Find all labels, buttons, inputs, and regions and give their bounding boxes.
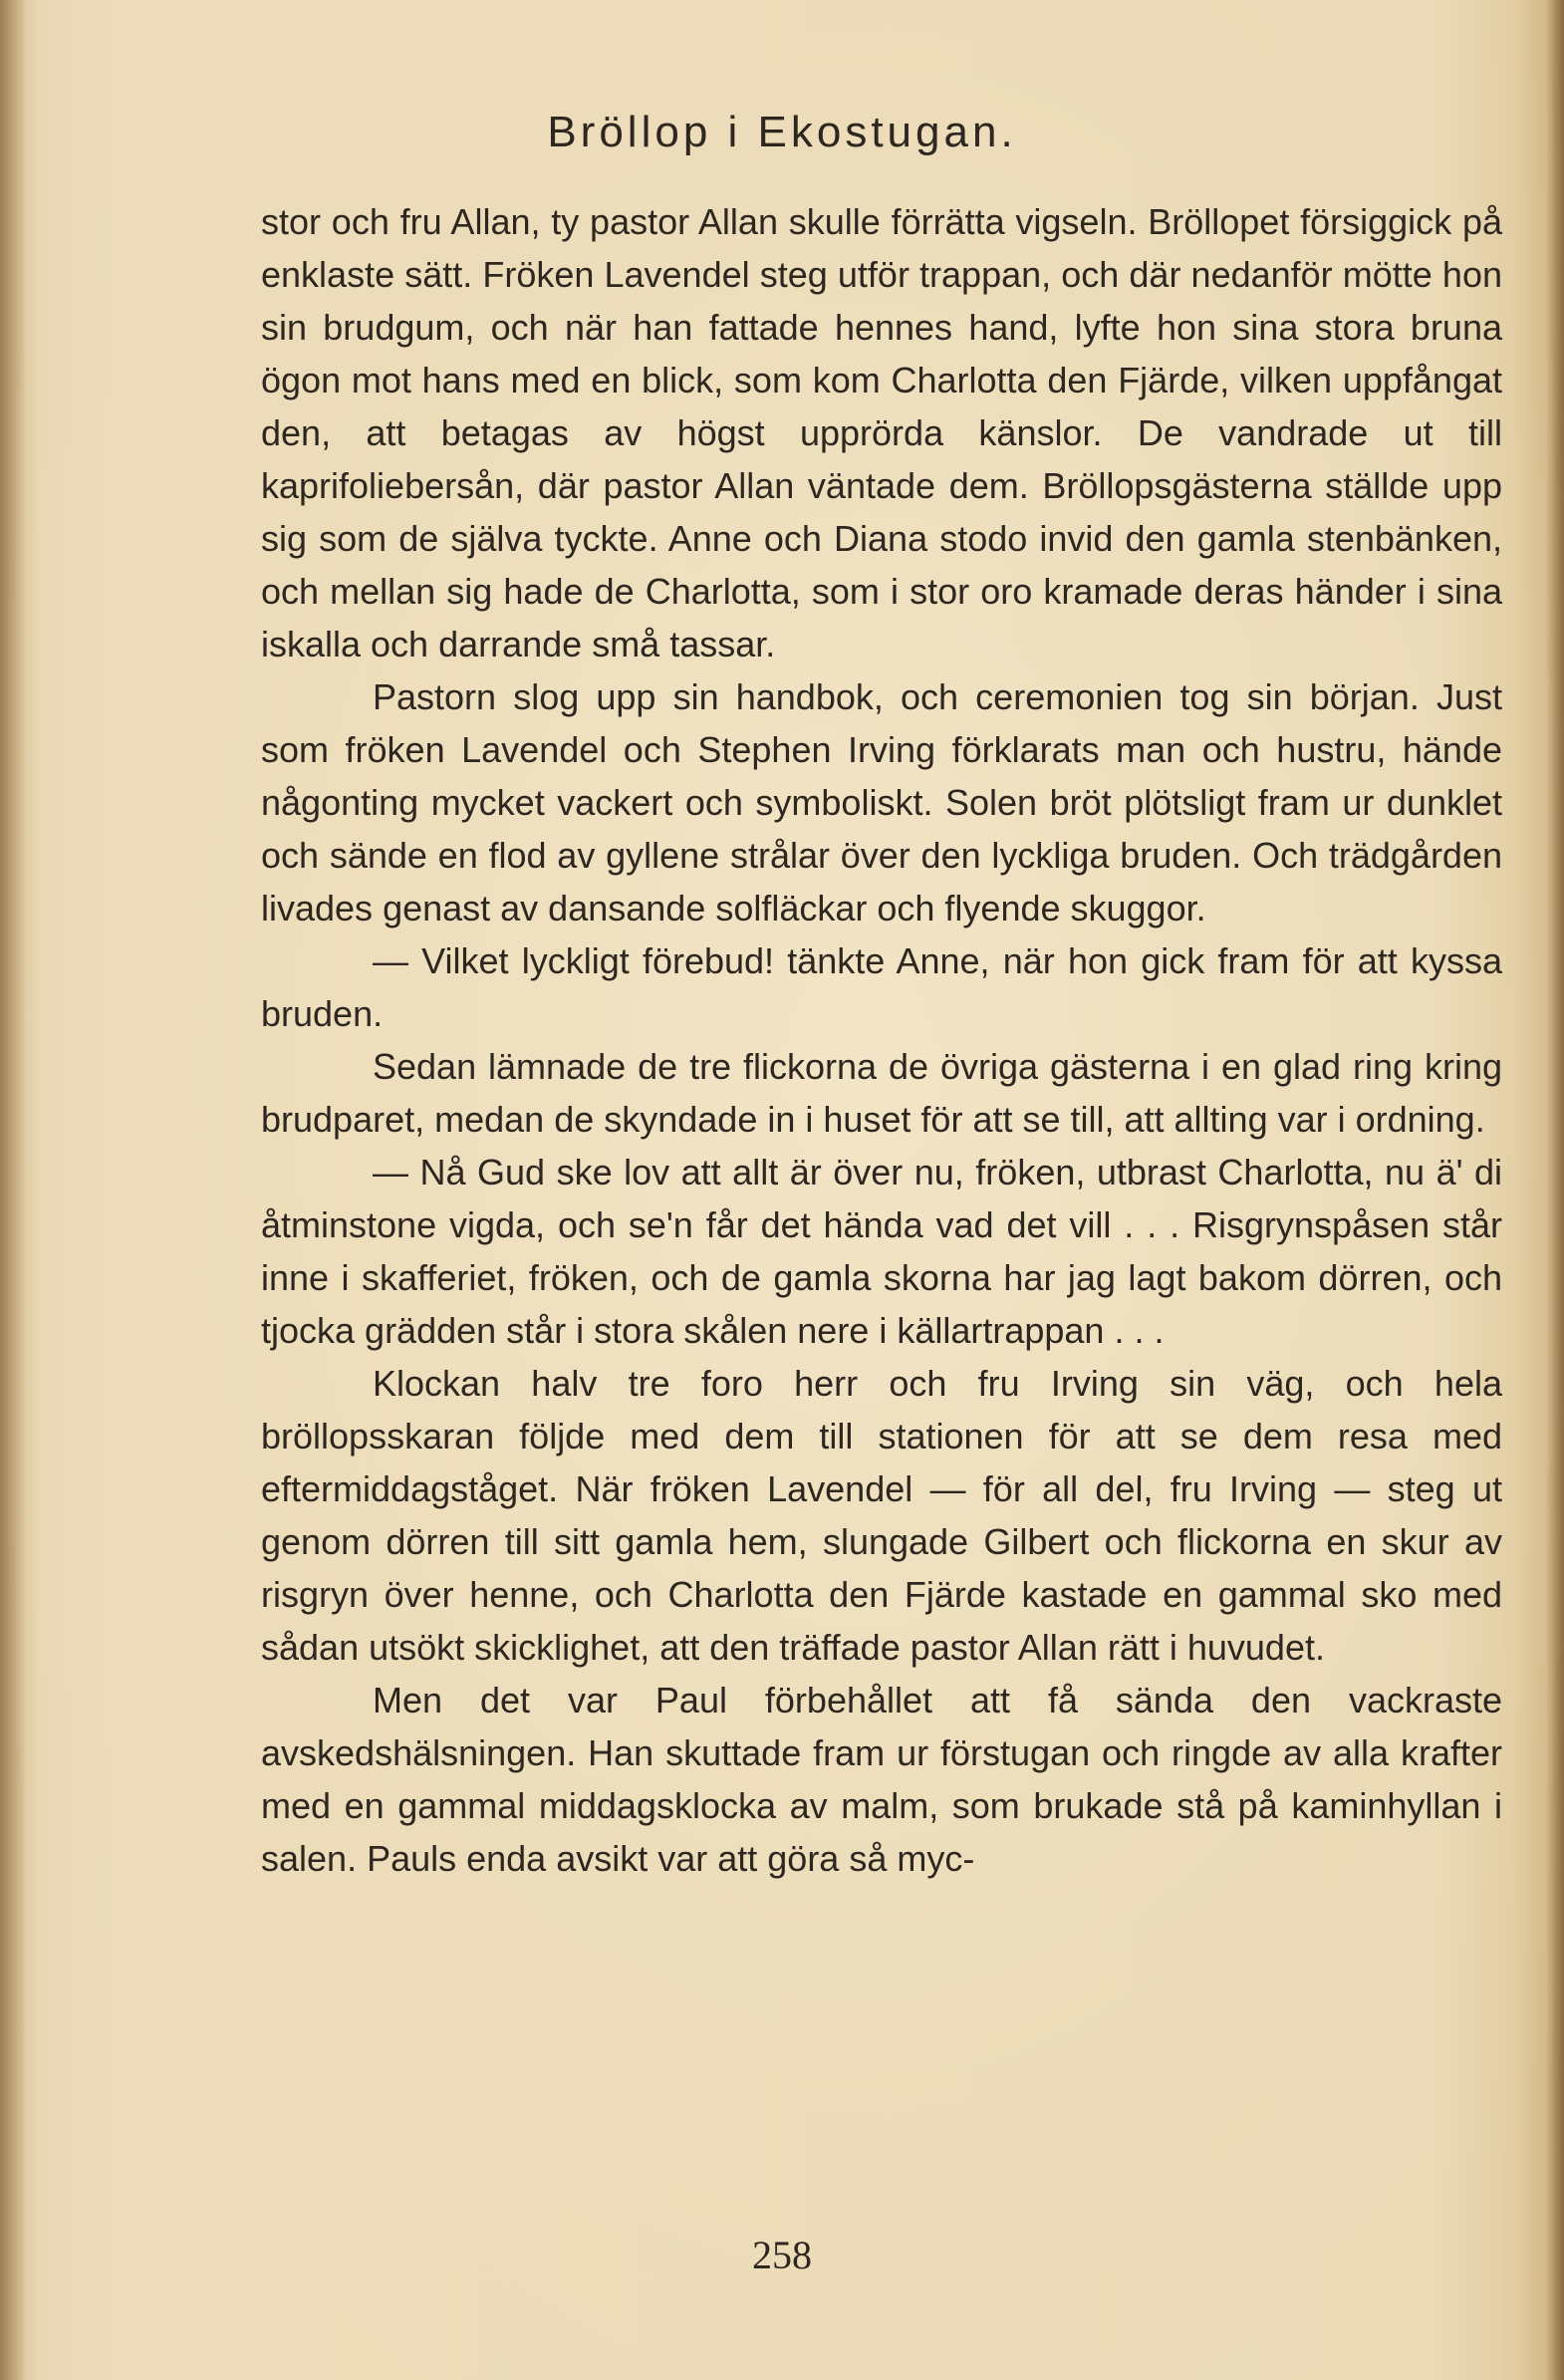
paragraph: stor och fru Allan, ty pastor Allan skulle förrätta vigseln. Bröllopet försiggick på enklaste sätt. Fröken Lavendel steg utför trappan, och där nedanför mötte hon sin brudgum, och när han fattade hennes hand, lyfte hon sina stora bruna ögon mot hans med en blick, som kom Charlotta den Fjärde, vilken uppfångat den, att betagas av högst upprörda känslor. De vandrade ut till kaprifoliebersån, där pastor Allan väntade dem. Bröllopsgästerna ställde upp sig som de själva tyckte. Anne och Diana stodo invid den gamla stenbänken, och mellan sig hade de Charlotta, som i stor oro kramade deras händer i sina iskalla och darrande små tassar.: [261, 201, 1502, 664]
paragraph: Men det var Paul förbehållet att få sända den vackraste avskedshälsningen. Han skuttade fram ur förstugan och ringde av alla krafter med en gammal middagsklocka av malm, som brukade stå på kaminhyllan i salen. Pauls enda avsikt var att göra så myc-: [261, 1680, 1502, 1879]
paragraph: Pastorn slog upp sin handbok, och ceremonien tog sin början. Just som fröken Lavendel och Stephen Irving förklarats man och hustru, hände någonting mycket vackert och symboliskt. Solen bröt plötsligt fram ur dunklet och sände en flod av gyllene strålar över den lyckliga bruden. Och trädgården livades genast av dansande solfläckar och flyende skuggor.: [261, 676, 1502, 928]
paragraph: — Nå Gud ske lov att allt är över nu, fröken, utbrast Charlotta, nu ä' di åtminstone vigda, och se'n får det hända vad det vill . . . Risgrynspåsen står inne i skafferiet, fröken, och de gamla skorna har jag lagt bakom dörren, och tjocka grädden står i stora skålen nere i källartrappan . . .: [261, 1152, 1502, 1351]
page-number: 258: [752, 2233, 812, 2277]
page-edge-shadow: [1546, 0, 1564, 2380]
binding-shadow: [0, 0, 26, 2380]
paragraph: Klockan halv tre foro herr och fru Irving sin väg, och hela bröllopsskaran följde med dem till stationen för att se dem resa med eftermiddagståget. När fröken Lavendel — för all del, fru Irving — steg ut genom dörren till sitt gamla hem, slungade Gilbert och flickorna en skur av risgryn över henne, och Charlotta den Fjärde kastade en gammal sko med sådan utsökt skicklighet, att den träffade pastor Allan rätt i huvudet.: [261, 1363, 1502, 1668]
paragraph: Sedan lämnade de tre flickorna de övriga gästerna i en glad ring kring brudparet, medan de skyndade in i huset för att se till, att allting var i ordning.: [261, 1046, 1502, 1140]
body-text: [261, 195, 1502, 1885]
running-head: Bröllop i Ekostugan.: [547, 108, 1017, 156]
paragraph: — Vilket lyckligt förebud! tänkte Anne, när hon gick fram för att kyssa bruden.: [261, 940, 1502, 1034]
